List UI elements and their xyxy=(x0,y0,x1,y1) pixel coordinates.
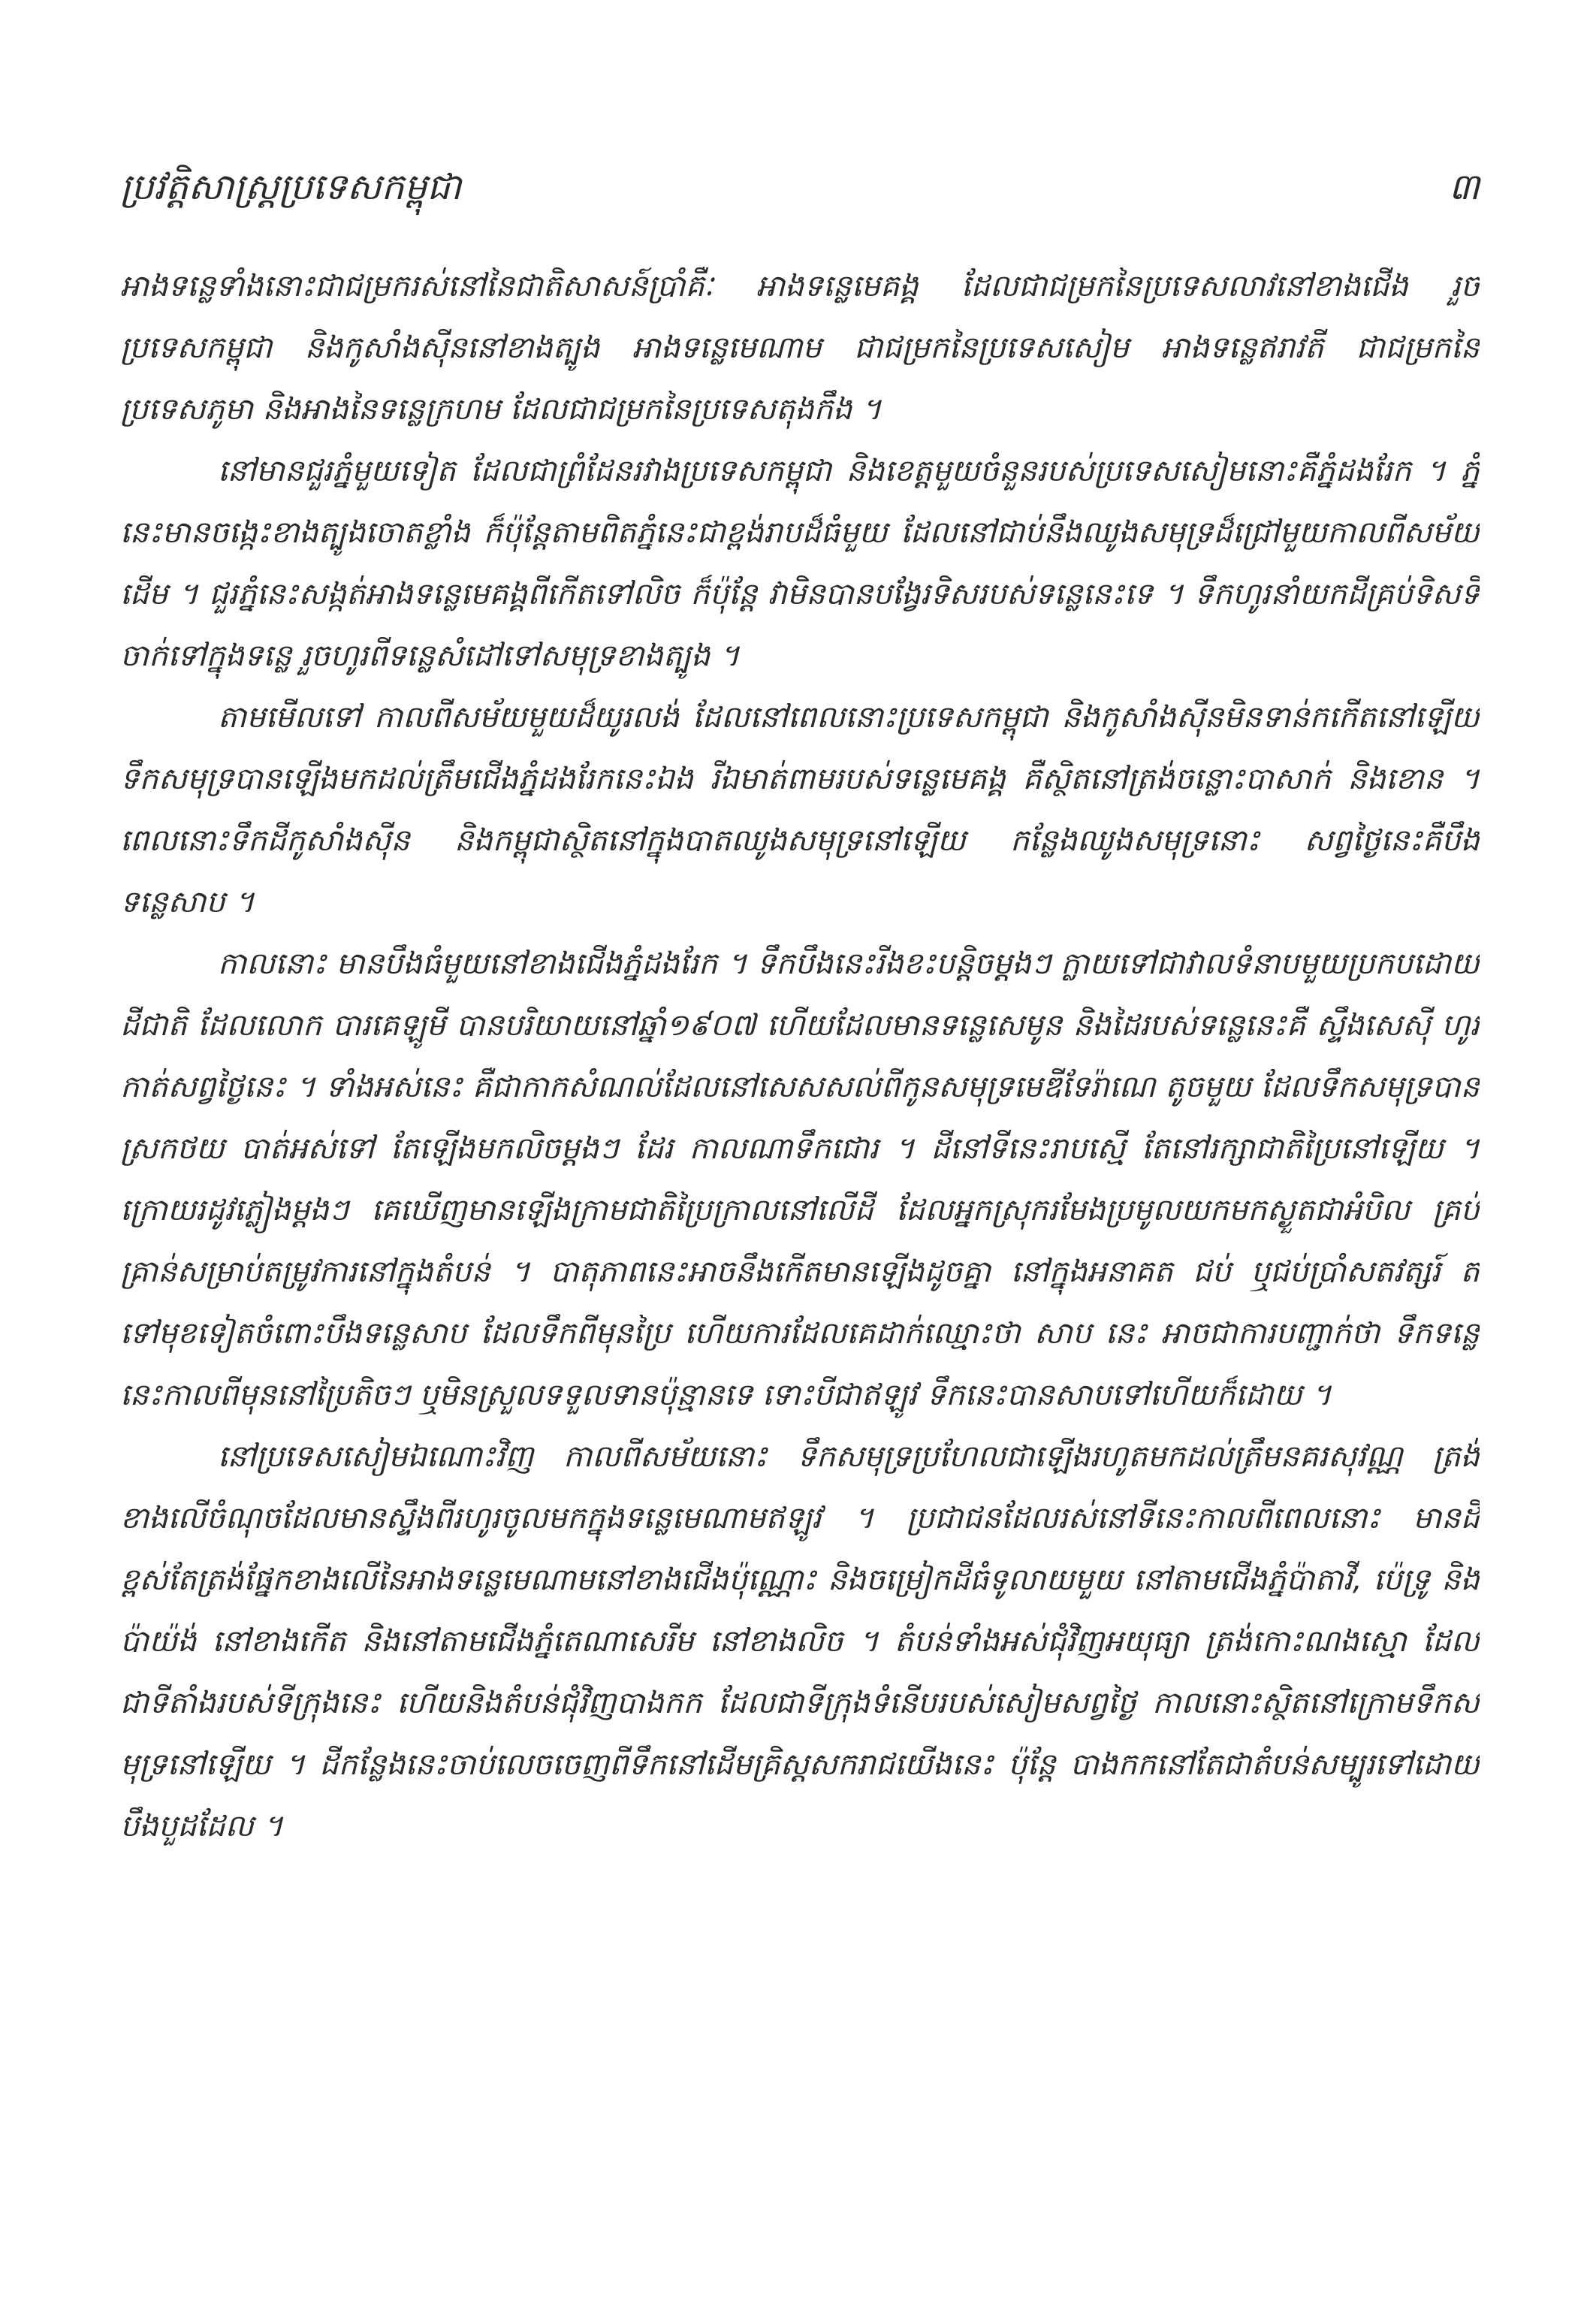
page-header xyxy=(120,161,1480,221)
page-number: ៣ xyxy=(1448,166,1480,208)
body-text xyxy=(120,255,1480,2239)
paragraph-3: តាមមើលទៅ កាលពីសម័យមួយដ៏យូរលង់ ដែលនៅពេលនោះប្រទេសកម្ពុជា និងកូសាំងស៊ីនមិនទាន់កកើតនៅឡើយ ទឹកសមុទ្របានឡើងមកដល់ត្រឹមជើងភ្នំដងរែកនេះឯង រីឯមាត់ពាមរបស់ទន្លេមេគង្គ គឺស្ថិតនៅត្រង់ចន្លោះបាសាក់ និងខោន ។ ពេលនោះទឹកដីកូសាំងស៊ីន និងកម្ពុជាស្ថិតនៅក្នុងបាតឈូងសមុទ្រនៅឡើយ កន្លែងឈូងសមុទ្រនោះ សព្វថ្ងៃនេះគឺបឹងទន្លេសាប ។ xyxy=(120,700,1480,919)
paragraph-4: កាលនោះ មានបឹងធំមួយនៅខាងជើងភ្នំដងរែក ។ ទឹកបឹងនេះរីងខះបន្តិចម្តងៗ ក្លាយទៅជាវាលទំនាបមួយប្រកបដោយដីជាតិ ដែលលោក បារគេឡូមី បានបរិយាយនៅឆ្នាំ១៩០៧ ហើយដែលមានទន្លេសេមូន និងដៃរបស់ទន្លេនេះគឺ ស្ទឹងសេស៊ី ហូរកាត់សព្វថ្ងៃនេះ ។ ទាំងអស់នេះ គឺជាកាកសំណល់ដែលនៅសេសសល់ពីកូនសមុទ្រមេឌីទែរ៉ាណេ តូចមួយ ដែលទឹកសមុទ្របានស្រកថយ បាត់អស់ទៅ តែឡើងមកលិចម្តងៗ ដែរ កាលណាទឹកជោរ ។ ដីនៅទីនេះរាបស្មើ តែនៅរក្សាជាតិប្រៃនៅឡើយ ។ ក្រោយរដូវភ្លៀងម្តងៗ គេឃើញមានឡើងក្រាមជាតិប្រៃក្រាលនៅលើដី ដែលអ្នកស្រុករមែងប្រមូលយកមកស្ងួតជាអំបិល គ្រប់គ្រាន់សម្រាប់តម្រូវការនៅក្នុងតំបន់ ។ បាតុភាពនេះអាចនឹងកើតមានឡើងដូចគ្នា នៅក្នុងអនាគត ជប់ ឬជប់ប្រាំសតវត្សរ៍ តទៅមុខទៀតចំពោះបឹងទន្លេសាប ដែលទឹកពីមុនប្រៃ ហើយការដែលគេដាក់ឈ្មោះថា សាប នេះ អាចជាការបញ្ជាក់ថា ទឹកទន្លេនេះកាលពីមុននៅប្រៃតិចៗ ឬមិនស្រួលទទួលទានប៉ុន្មានទេ ទោះបីជាឥឡូវ ទឹកនេះបានសាបទៅហើយក៏ដោយ ។ xyxy=(120,947,1480,1412)
paragraph-5: នៅប្រទេសសៀមឯណោះវិញ កាលពីសម័យនោះ ទឹកសមុទ្រប្រហែលជាឡើងរហូតមកដល់ត្រឹមនគរសុវណ្ណ ត្រង់ខាងលើចំណុចដែលមានស្ទឹងពីរហូរចូលមកក្នុងទន្លេមេណាមឥឡូវ ។ ប្រជាជនដែលរស់នៅទីនេះកាលពីពេលនោះ មានដីខ្ពស់តែត្រង់ផ្នែកខាងលើនៃអាងទន្លេមេណាមនៅខាងជើងប៉ុណ្ណោះ និងចម្រៀកដីធំទូលាយមួយ នៅតាមជើងភ្នំប៉ាតាវី, ប៉េទ្រូ និងប៉ាយ៉ង់ នៅខាងកើត និងនៅតាមជើងភ្នំតេណាសេរីម នៅខាងលិច ។ តំបន់ទាំងអស់ជុំវិញអយុធ្យា ត្រង់កោះណងស្មោ ដែលជាទីតាំងរបស់ទីក្រុងនេះ ហើយនិងតំបន់ជុំវិញបាងកក ដែលជាទីក្រុងទំនើបរបស់សៀមសព្វថ្ងៃ កាលនោះស្ថិតនៅក្រោមទឹកសមុទ្រនៅឡើយ ។ ដីកន្លែងនេះចាប់លេចចេញពីទឹកនៅដើមគ្រិស្តសករាជយើងនេះ ប៉ុន្តែ បាងកកនៅតែជាតំបន់សម្បូរទៅដោយបឹងបួដដែល ។ xyxy=(120,1439,1480,1843)
paragraph-2: នៅមានជួរភ្នំមួយទៀត ដែលជាព្រំដែនរវាងប្រទេសកម្ពុជា និងខេត្តមួយចំនួនរបស់ប្រទេសសៀមនោះគឺភ្នំដងរែក ។ ភ្នំនេះមានចង្កេះខាងត្បូងចោតខ្លាំង ក៏ប៉ុន្តែតាមពិតភ្នំនេះជាខ្ពង់រាបដ៏ធំមួយ ដែលនៅជាប់នឹងឈូងសមុទ្រដ៏ជ្រៅមួយកាលពីសម័យដើម ។ ជួរភ្នំនេះសង្កត់អាងទន្លេមេគង្គពីកើតទៅលិច ក៏ប៉ុន្តែ វាមិនបានបង្វែរទិសរបស់ទន្លេនេះទេ ។ ទឹកហូរនាំយកដីគ្រប់ទិសទីចាក់ទៅក្នុងទន្លេ រួចហូរពីទន្លេសំដៅទៅសមុទ្រខាងត្បូង ។ xyxy=(120,454,1480,673)
paragraph-1: អាងទន្លេទាំងនោះជាជម្រករស់នៅនៃជាតិសាសន៍ប្រាំគឺៈ អាងទន្លេមេគង្គ ដែលជាជម្រកនៃប្រទេសលាវនៅខាងជើង រួចប្រទេសកម្ពុជា និងកូសាំងស៊ីននៅខាងត្បូង អាងទន្លេមេណាម ជាជម្រកនៃប្រទេសសៀម អាងទន្លេឥរាវតី ជាជម្រកនៃប្រទេសភូមា និងអាងនៃទន្លេក្រហម ដែលជាជម្រកនៃប្រទេសតុងកឹង ។ xyxy=(120,269,1480,427)
running-title: ប្រវត្តិសាស្ត្រប្រទេសកម្ពុជា xyxy=(120,166,462,208)
